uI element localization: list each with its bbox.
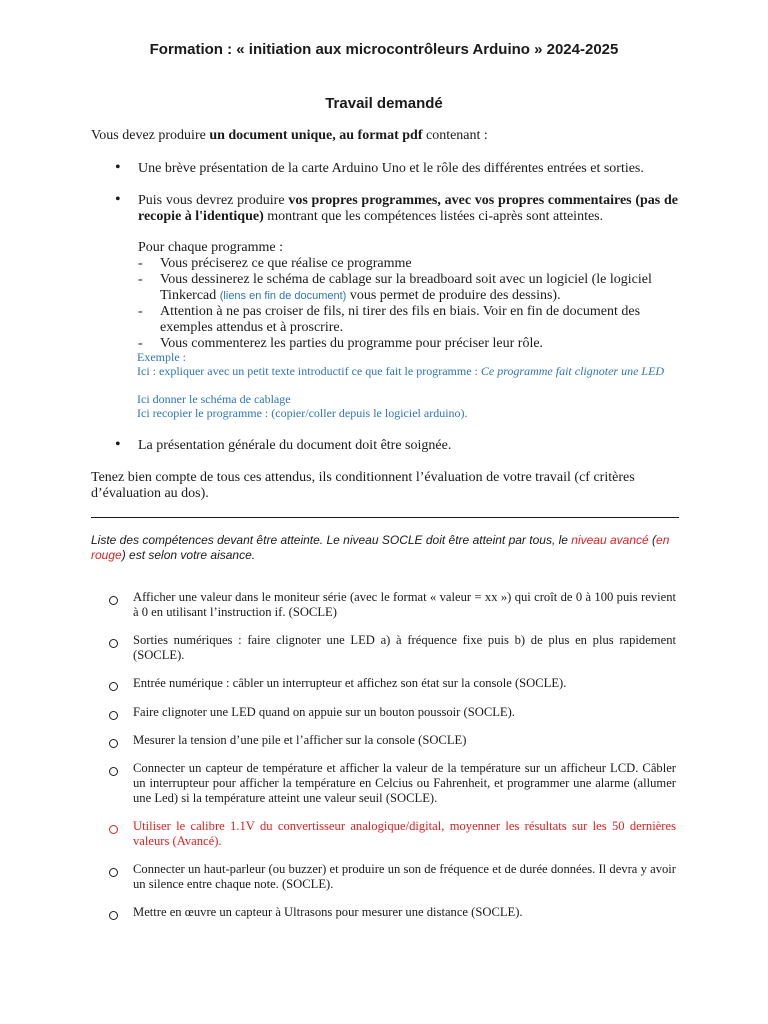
tinkercad-link-note[interactable]: (liens en fin de document) [219,290,347,302]
dash-marker: - [138,336,143,351]
circle-bullet-icon [109,739,118,748]
dash-item-wiring [160,272,678,304]
circle-bullet-icon [109,711,118,720]
competence-item: Mettre en œuvre un capteur à Ultrasons pour mesurer une distance (SOCLE). [133,905,523,919]
bullet-arduino-presentation: Une brève présentation de la carte Arduino Uno et le rôle des différentes entrées et sorties. [138,161,644,176]
circle-bullet-icon [109,911,118,920]
competence-item: Sorties numériques : faire clignoter une LED a) à fréquence fixe puis b) de plus en plus rapidement (SOCLE). [133,633,676,662]
example-line-schema: Ici donner le schéma de cablage [137,392,291,406]
dash-marker: - [138,272,143,287]
dash-wiring-text-end: vous permet de produire des dessins). [346,288,561,303]
competences-intro-text: Liste des compétences devant être atteinte. Le niveau SOCLE doit être atteint par tous, le [91,533,572,547]
section-divider [91,517,679,518]
competences-intro-text-end: ) est selon votre aisance. [121,548,256,562]
dash-item-wires: Attention à ne pas croiser de fils, ni tirer des fils en biais. Voir en fin de document des exemples attendus et à proscrire. [160,304,641,335]
en-rouge-label: en rouge [91,533,670,562]
closing-paragraph: Tenez bien compte de tous ces attendus, ils conditionnent l’évaluation de votre travail (cf critères d’évaluation au dos). [91,470,635,501]
intro-text: Vous devez produire [91,128,210,143]
competence-item: Faire clignoter une LED quand on appuie sur un bouton poussoir (SOCLE). [133,705,515,719]
bullet-programs-bold: vos propres programmes, avec vos propres commentaires (pas de recopie à l'identique) [138,193,678,224]
dash-item-comments: Vous commenterez les parties du programme pour préciser leur rôle. [160,336,544,351]
competence-item: Mesurer la tension d’une pile et l’afficher sur la console (SOCLE) [133,733,467,747]
circle-bullet-icon [109,868,118,877]
document-title: Formation : « initiation aux microcontrôleurs Arduino » 2024-2025 [149,41,619,58]
intro-text-end: contenant : [422,128,488,143]
competences-intro [91,533,681,563]
dash-marker: - [138,256,143,271]
intro-bold: un document unique, au format pdf [209,128,423,143]
circle-bullet-icon [109,767,118,776]
circle-bullet-icon [109,825,118,834]
bullet-programs [138,193,678,225]
dash-item-description: Vous préciserez ce que réalise ce programme [160,256,412,271]
bullet-programs-text-end: montrant que les compétences listées ci-après sont atteintes. [263,209,604,224]
competence-item-advanced: Utiliser le calibre 1.1V du convertisseur analogique/digital, moyenner les résultats sur les 50 dernières valeurs (Avancé). [133,819,676,848]
competences-intro-paren: ( [648,533,657,547]
competence-item: Connecter un capteur de température et afficher la valeur de la température sur un afficheur LCD. Câbler un interrupteur pour afficher la température en Celcius ou Fahrenheit, et programmer une alarme (allumer une Led) si la température atteint une valeur seuil (SOCLE). [133,761,676,805]
document-subtitle: Travail demandé [325,95,443,112]
example-intro-italic: Ce programme fait clignoter une LED [480,364,665,378]
example-line-intro [137,364,682,378]
circle-bullet-icon [109,639,118,648]
circle-bullet-icon [109,596,118,605]
dash-marker: - [138,304,143,319]
competence-item: Connecter un haut-parleur (ou buzzer) et produire un son de fréquence et de durée données. Il devra y avoir un silence entre chaque note. (SOCLE). [133,862,676,891]
niveau-avance-label: niveau avancé [571,533,649,547]
example-label: Exemple : [137,350,186,364]
bullet-presentation: La présentation générale du document doit être soignée. [138,438,452,453]
bullet-icon: • [115,191,121,208]
competence-item: Afficher une valeur dans le moniteur série (avec le format « valeur = xx ») qui croît de 0 à 100 puis revient à 0 en utilisant l’instruction if. (SOCLE) [133,590,676,619]
intro-paragraph [91,128,681,144]
example-line-program: Ici recopier le programme : (copier/coller depuis le logiciel arduino). [137,406,468,420]
competence-item: Entrée numérique : câbler un interrupteur et affichez son état sur la console (SOCLE). [133,676,567,690]
dash-wiring-text: Vous dessinerez le schéma de cablage sur la breadboard soit avec un logiciel (le logiciel Tinkercad [160,272,652,303]
bullet-programs-text: Puis vous devrez produire [138,193,289,208]
bullet-icon: • [115,436,121,453]
circle-bullet-icon [109,682,118,691]
pour-chaque-programme: Pour chaque programme : [138,240,284,255]
bullet-icon: • [115,159,121,176]
example-intro-text: Ici : expliquer avec un petit texte introductif ce que fait le programme : [137,364,481,378]
